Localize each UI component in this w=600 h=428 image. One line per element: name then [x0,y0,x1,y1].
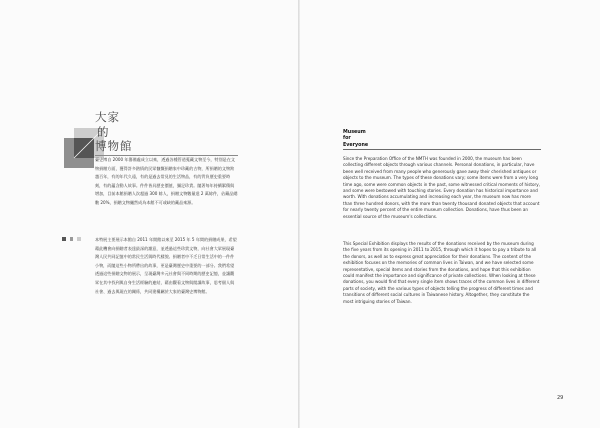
left-page [0,0,298,428]
marker-square-mid [70,237,74,241]
heading-line: Everyone [343,142,369,148]
english-heading [343,130,403,149]
english-paragraph-1: Since the Preparation Office of the NMTH was founded in 2000, the museum has been collecting different objects through various channels. Personal donations, in particular, have been well received from many people who generously gave away their cherished antiques or objects to the museum. The types of these donations vary; some items were from a very long time ago, some were common objects in the past, some witnessed critical moments of history, and some were bestowed with touching stories. Every donation has historical importance and worth. With donations accumulating and increasing each year, the museum now has more than three hundred donors, with the more than twenty thousand donated objects that account for nearly twenty percent of the entire museum collection. Donations, have thus been an essential source of the museum's collections. [343,156,541,219]
marker-square-light [77,237,81,241]
page-number: 29 [557,395,564,401]
heading-divider [343,149,541,150]
section-markers [62,237,81,243]
title-line: 博物館 [95,139,133,153]
title-line: 大家 [95,110,120,124]
chinese-paragraph-2: 本特展主要展示本館自 2011 年開館以來至 2015 年 5 年間的捐贈成果，希望藉此機會向捐贈者表達最深的謝意，並透過這些珍貴文物，向社會大眾展現臺灣人民共同記憶中的常民生活與時代樣貌。捐贈者中不乏日常生活中的一件件小物，而隨這些小物所帶出的故事，更是臺灣歷史中重要的一部分。我們希望透過這些捐贈文物的展示，呈現臺灣多元社會與不同時期的歷史記憶，並讓觀眾在其中找到與自身生活經驗的連結，藉由觀看文物與閱讀故事，思考個人與社會、過去與現在的關係，共同建構屬於大家的臺灣史博物館。 [95,237,237,294]
chinese-paragraph-1: 臺史博自 2000 年籌備處成立以來，透過各種管道蒐藏文物至今，特別是在文物捐贈方面，獲得許多熱情的民眾慷慨捐贈家中珍藏的古物，所捐贈的文物跨越百年，有的年代久遠，有的是過去常見的生活物品，有的背負歷史重要時刻，有的蘊含動人故事。件件皆具歷史價值，彌足珍貴。隨著每年持續累積與增加，目前本館捐贈人次超過 300 餘人，捐贈文物數量達 2 萬餘件，佔藏品總數 20%，捐贈文物儼然成為本館不可或缺的藏品來源。 [95,157,238,205]
english-paragraph-2: This Special Exhibition displays the results of the donations received by the museum during the five years from its opening in 2011 to 2015, through which it hopes to pay a tribute to all the donors, as well as to express great appreciation for their donations. The content of the exhibition focuses on the memories of common lives in Taiwan, and we have selected some representative, special items and stories from the donations, and hope that this exhibition could manifest the importance and significance of private collections. When looking at these donations, you would find that every single item shows traces of the common lives in different parts of society, with the various types of objects telling the progress of different times and transitions of different social cultures in Taiwanese history. Altogether, they constitute the most intriguing stories of Taiwan. [343,241,540,304]
heading-line: Museum [343,130,366,135]
title-line: 的 [97,124,110,139]
marker-square-dark [62,237,66,241]
page-title [95,110,133,154]
heading-line: for [343,136,351,142]
